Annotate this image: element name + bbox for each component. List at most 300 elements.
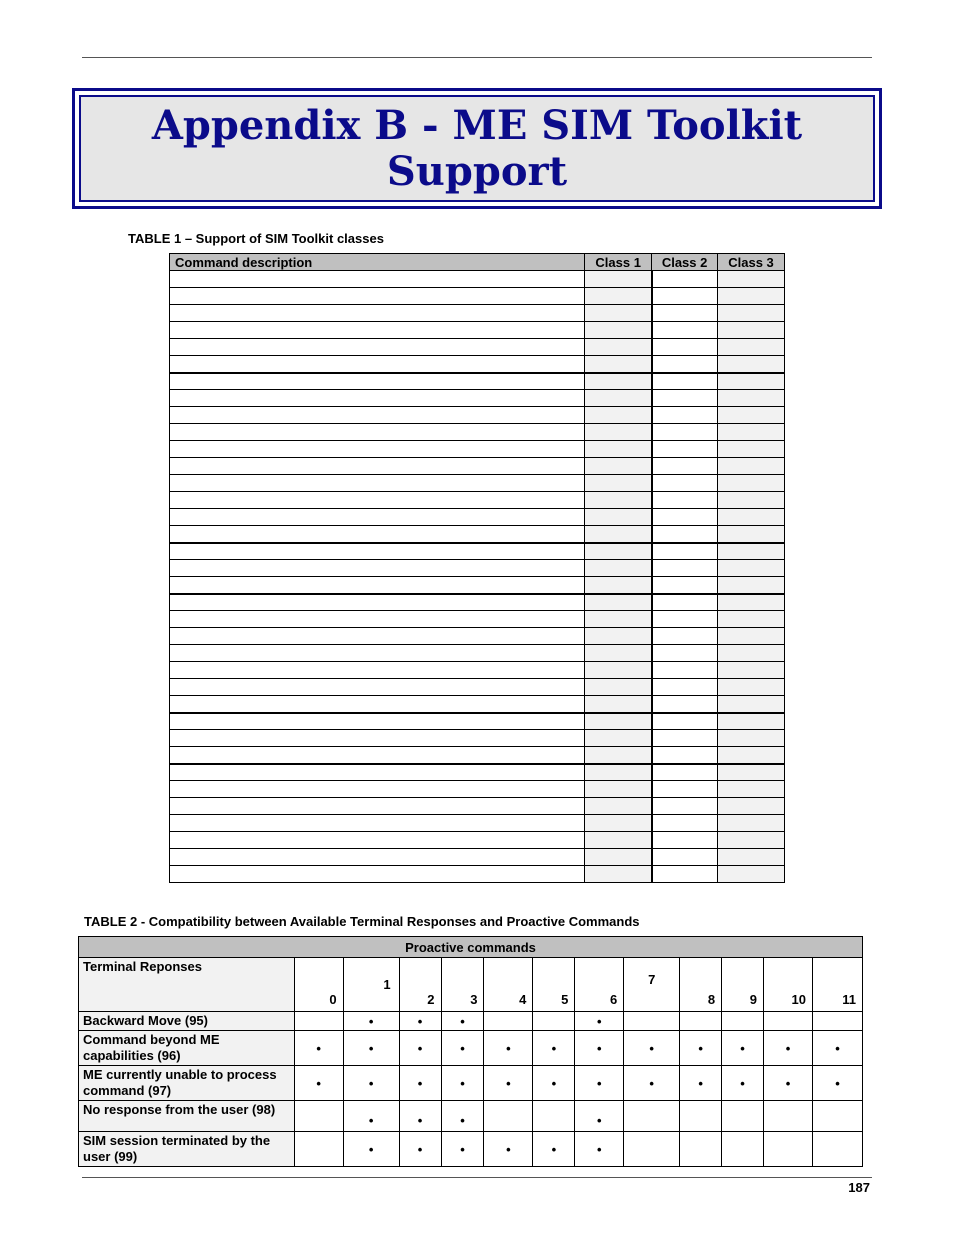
table1-cell-desc <box>170 866 585 883</box>
table1-cell-c3 <box>718 339 785 356</box>
compatibility-dot: • <box>551 1141 557 1157</box>
table1-cell-c2 <box>652 475 718 492</box>
compatibility-cell <box>624 1066 680 1101</box>
compatibility-cell <box>764 1101 813 1132</box>
table2-group-header-row <box>79 937 863 958</box>
table1-cell-desc <box>170 407 585 424</box>
table-row <box>170 798 785 815</box>
column-header-11: 11 <box>812 958 862 1012</box>
table1-cell-c1 <box>585 645 652 662</box>
compatibility-dot: • <box>506 1141 511 1157</box>
compatibility-cell <box>812 1066 862 1101</box>
compatibility-cell <box>722 1101 764 1132</box>
table-row <box>170 356 785 373</box>
table1-cell-desc <box>170 781 585 798</box>
table-row <box>79 1066 863 1101</box>
table1-header-class1: Class 1 <box>585 254 652 271</box>
table-row <box>79 1012 863 1031</box>
table1-cell-c1 <box>585 322 652 339</box>
table1-cell-c3 <box>718 815 785 832</box>
table-row <box>170 475 785 492</box>
table1-cell-c2 <box>652 747 718 764</box>
column-header-1: 1 <box>343 958 399 1012</box>
table1-cell-c3 <box>718 424 785 441</box>
table1-cell-desc <box>170 526 585 543</box>
compatibility-cell <box>722 1132 764 1167</box>
footer-rule <box>82 1177 872 1178</box>
table-row <box>170 713 785 730</box>
table-row <box>79 1132 863 1167</box>
compatibility-dot: • <box>740 1040 745 1056</box>
compatibility-dot: • <box>368 1040 374 1056</box>
table1-cell-c2 <box>652 288 718 305</box>
column-header-9: 9 <box>722 958 764 1012</box>
compatibility-dot: • <box>368 1013 374 1029</box>
table1-cell-desc <box>170 492 585 509</box>
table1-cell-desc <box>170 696 585 713</box>
column-header-2: 2 <box>399 958 441 1012</box>
table1-cell-c1 <box>585 713 652 730</box>
table-row <box>170 747 785 764</box>
compatibility-cell <box>294 1132 343 1167</box>
page-number: 187 <box>848 1180 870 1195</box>
compatibility-dot: • <box>460 1112 465 1128</box>
table1-cell-c1 <box>585 577 652 594</box>
table1-cell-c3 <box>718 543 785 560</box>
table1-cell-c1 <box>585 849 652 866</box>
table1-cell-c2 <box>652 526 718 543</box>
row-label: Command beyond ME capabilities (96) <box>79 1031 295 1066</box>
table1-cell-c3 <box>718 713 785 730</box>
compatibility-cell <box>624 1031 680 1066</box>
compatibility-dot: • <box>596 1013 602 1029</box>
compatibility-dot: • <box>551 1040 557 1056</box>
table1-cell-c2 <box>652 662 718 679</box>
compatibility-cell <box>441 1132 484 1167</box>
table1-cell-c2 <box>652 271 718 288</box>
table1-cell-c1 <box>585 271 652 288</box>
compatibility-cell <box>812 1012 862 1031</box>
table-row <box>170 781 785 798</box>
table1-cell-c1 <box>585 832 652 849</box>
table1-cell-desc <box>170 543 585 560</box>
compatibility-dot: • <box>417 1013 423 1029</box>
table-row <box>79 1101 863 1132</box>
table1-cell-c2 <box>652 798 718 815</box>
compatibility-cell <box>343 1132 399 1167</box>
compatibility-dot: • <box>596 1040 602 1056</box>
compatibility-dot: • <box>506 1075 511 1091</box>
table-row <box>170 492 785 509</box>
appendix-title: Appendix B - ME SIM Toolkit Support <box>151 101 803 195</box>
table1-cell-desc <box>170 730 585 747</box>
compatibility-cell <box>680 1031 722 1066</box>
table1-cell-c1 <box>585 866 652 883</box>
table1-cell-desc <box>170 288 585 305</box>
table1-cell-c3 <box>718 832 785 849</box>
table-row <box>170 560 785 577</box>
table-row <box>170 288 785 305</box>
header-rule <box>82 57 872 58</box>
column-header-7: 7 <box>624 958 680 1012</box>
compatibility-cell <box>722 1031 764 1066</box>
table-row <box>170 730 785 747</box>
table-row <box>170 645 785 662</box>
table1-cell-c3 <box>718 849 785 866</box>
table1-header-class3: Class 3 <box>718 254 785 271</box>
compatibility-cell <box>484 1132 533 1167</box>
table1-header-class2: Class 2 <box>652 254 718 271</box>
column-header-4: 4 <box>484 958 533 1012</box>
compatibility-cell <box>441 1066 484 1101</box>
table1-cell-c1 <box>585 798 652 815</box>
table1-cell-c3 <box>718 577 785 594</box>
table1-cell-c3 <box>718 322 785 339</box>
table1-cell-c3 <box>718 628 785 645</box>
table1-cell-c3 <box>718 475 785 492</box>
table1-cell-desc <box>170 747 585 764</box>
row-label: Backward Move (95) <box>79 1012 295 1031</box>
compatibility-cell <box>764 1066 813 1101</box>
compatibility-dot: • <box>368 1112 374 1128</box>
compatibility-cell <box>441 1031 484 1066</box>
table1-cell-c1 <box>585 764 652 781</box>
table1-cell-c1 <box>585 594 652 611</box>
table1-cell-c3 <box>718 288 785 305</box>
table1-cell-c2 <box>652 713 718 730</box>
compatibility-dot: • <box>596 1141 602 1157</box>
table1-cell-c1 <box>585 407 652 424</box>
compatibility-dot: • <box>551 1075 557 1091</box>
table1-cell-c2 <box>652 696 718 713</box>
table1-cell-desc <box>170 339 585 356</box>
compatibility-cell <box>533 1132 575 1167</box>
table1-cell-c3 <box>718 730 785 747</box>
compatibility-cell <box>343 1101 399 1132</box>
table1-cell-desc <box>170 271 585 288</box>
compatibility-dot: • <box>460 1040 465 1056</box>
compatibility-dot: • <box>649 1075 654 1091</box>
compatibility-cell <box>294 1101 343 1132</box>
table-row <box>170 441 785 458</box>
table1-cell-desc <box>170 424 585 441</box>
compatibility-cell <box>441 1012 484 1031</box>
table1-cell-c2 <box>652 509 718 526</box>
compatibility-dot: • <box>460 1013 465 1029</box>
compatibility-cell <box>624 1012 680 1031</box>
table1-cell-c2 <box>652 730 718 747</box>
table1-header-row <box>170 254 785 271</box>
table1-cell-c3 <box>718 798 785 815</box>
compatibility-dot: • <box>596 1112 602 1128</box>
table1-cell-c1 <box>585 730 652 747</box>
compatibility-cell <box>399 1132 441 1167</box>
compatibility-cell <box>533 1031 575 1066</box>
table1-cell-desc <box>170 390 585 407</box>
table1-cell-c2 <box>652 781 718 798</box>
table1-cell-c3 <box>718 679 785 696</box>
compatibility-dot: • <box>316 1040 321 1056</box>
table1-cell-c1 <box>585 441 652 458</box>
compatibility-cell <box>343 1012 399 1031</box>
table1-cell-c1 <box>585 356 652 373</box>
table-row <box>170 322 785 339</box>
compatibility-dot: • <box>368 1075 374 1091</box>
column-header-6: 6 <box>575 958 624 1012</box>
row-label: No response from the user (98) <box>79 1101 295 1132</box>
compatibility-cell <box>294 1066 343 1101</box>
table1-cell-c1 <box>585 305 652 322</box>
table1-cell-c2 <box>652 305 718 322</box>
compatibility-dot: • <box>649 1040 654 1056</box>
compatibility-dot: • <box>596 1075 602 1091</box>
table1-cell-c1 <box>585 458 652 475</box>
table1-cell-c1 <box>585 373 652 390</box>
compatibility-cell <box>399 1031 441 1066</box>
table1-cell-c2 <box>652 543 718 560</box>
table-row <box>170 305 785 322</box>
table-row <box>170 628 785 645</box>
table1-cell-c2 <box>652 832 718 849</box>
table1-cell-desc <box>170 322 585 339</box>
column-header-8: 8 <box>680 958 722 1012</box>
compatibility-cell <box>764 1031 813 1066</box>
table-row <box>170 577 785 594</box>
table1-cell-c3 <box>718 526 785 543</box>
table1-cell-desc <box>170 509 585 526</box>
table1-cell-c1 <box>585 747 652 764</box>
compatibility-dot: • <box>740 1075 745 1091</box>
table1-cell-c3 <box>718 747 785 764</box>
compatibility-cell <box>484 1031 533 1066</box>
table1-cell-c2 <box>652 441 718 458</box>
table1-cell-c2 <box>652 849 718 866</box>
compatibility-cell <box>812 1031 862 1066</box>
terminal-response-compatibility-table <box>78 936 863 1167</box>
table-row <box>170 509 785 526</box>
compatibility-cell <box>575 1132 624 1167</box>
compatibility-dot: • <box>368 1141 374 1157</box>
compatibility-cell <box>764 1132 813 1167</box>
compatibility-dot: • <box>417 1075 423 1091</box>
compatibility-cell <box>441 1101 484 1132</box>
compatibility-dot: • <box>460 1141 465 1157</box>
table1-cell-desc <box>170 373 585 390</box>
table2-caption: TABLE 2 - Compatibility between Available Terminal Responses and Proactive Commands <box>84 914 640 929</box>
table1-cell-c3 <box>718 509 785 526</box>
table1-cell-c2 <box>652 458 718 475</box>
compatibility-cell <box>575 1012 624 1031</box>
compatibility-cell <box>812 1132 862 1167</box>
table-row <box>170 271 785 288</box>
table1-cell-c3 <box>718 407 785 424</box>
table-row <box>170 390 785 407</box>
compatibility-cell <box>343 1031 399 1066</box>
table1-cell-c1 <box>585 475 652 492</box>
table1-cell-c2 <box>652 764 718 781</box>
table1-cell-c1 <box>585 560 652 577</box>
table1-cell-c2 <box>652 390 718 407</box>
table1-cell-desc <box>170 305 585 322</box>
table1-cell-c3 <box>718 356 785 373</box>
table1-cell-c2 <box>652 594 718 611</box>
compatibility-cell <box>624 1132 680 1167</box>
table1-cell-c2 <box>652 356 718 373</box>
table1-cell-desc <box>170 815 585 832</box>
table1-cell-c1 <box>585 611 652 628</box>
table1-cell-c1 <box>585 390 652 407</box>
table1-cell-c2 <box>652 679 718 696</box>
table1-cell-c2 <box>652 645 718 662</box>
table1-cell-desc <box>170 628 585 645</box>
table-row <box>170 424 785 441</box>
table1-cell-c1 <box>585 679 652 696</box>
compatibility-dot: • <box>460 1075 465 1091</box>
table1-cell-c1 <box>585 628 652 645</box>
compatibility-cell <box>399 1101 441 1132</box>
table1-cell-c2 <box>652 424 718 441</box>
compatibility-cell <box>533 1066 575 1101</box>
table2-column-header-row <box>79 958 863 1012</box>
compatibility-cell <box>484 1012 533 1031</box>
table1-body <box>170 271 785 883</box>
compatibility-cell <box>722 1066 764 1101</box>
compatibility-cell <box>575 1101 624 1132</box>
table1-cell-c1 <box>585 509 652 526</box>
table1-cell-c3 <box>718 611 785 628</box>
compatibility-cell <box>343 1066 399 1101</box>
table1-cell-c3 <box>718 271 785 288</box>
table1-cell-c2 <box>652 815 718 832</box>
row-label: SIM session terminated by the user (99) <box>79 1132 295 1167</box>
table1-cell-desc <box>170 662 585 679</box>
compatibility-cell <box>294 1012 343 1031</box>
table1-cell-c3 <box>718 696 785 713</box>
compatibility-cell <box>399 1012 441 1031</box>
table1-cell-desc <box>170 594 585 611</box>
compatibility-dot: • <box>698 1040 703 1056</box>
table1-cell-desc <box>170 849 585 866</box>
compatibility-cell <box>575 1066 624 1101</box>
table-row <box>79 1031 863 1066</box>
table1-cell-c1 <box>585 662 652 679</box>
column-header-10: 10 <box>764 958 813 1012</box>
compatibility-dot: • <box>698 1075 703 1091</box>
compatibility-cell <box>764 1012 813 1031</box>
table1-cell-c1 <box>585 492 652 509</box>
table-row <box>170 458 785 475</box>
table-row <box>170 679 785 696</box>
table1-header-command: Command description <box>170 254 585 271</box>
compatibility-dot: • <box>835 1040 840 1056</box>
table1-cell-c3 <box>718 866 785 883</box>
table1-cell-c3 <box>718 458 785 475</box>
table1-cell-desc <box>170 832 585 849</box>
table1-cell-desc <box>170 458 585 475</box>
table1-cell-c3 <box>718 373 785 390</box>
table-row <box>170 373 785 390</box>
appendix-title-box <box>72 88 882 209</box>
compatibility-cell <box>294 1031 343 1066</box>
table1-cell-c3 <box>718 560 785 577</box>
table-row <box>170 662 785 679</box>
table1-cell-desc <box>170 611 585 628</box>
compatibility-dot: • <box>417 1040 423 1056</box>
compatibility-dot: • <box>785 1075 791 1091</box>
compatibility-dot: • <box>417 1141 423 1157</box>
table1-cell-c1 <box>585 543 652 560</box>
table1-cell-c3 <box>718 305 785 322</box>
table-row <box>170 832 785 849</box>
compatibility-dot: • <box>835 1075 840 1091</box>
compatibility-cell <box>680 1012 722 1031</box>
table1-cell-c1 <box>585 815 652 832</box>
table-row <box>170 696 785 713</box>
table-row <box>170 407 785 424</box>
table1-cell-desc <box>170 764 585 781</box>
table-row <box>170 594 785 611</box>
table1-cell-desc <box>170 713 585 730</box>
table1-cell-c1 <box>585 781 652 798</box>
compatibility-cell <box>533 1101 575 1132</box>
table-row <box>170 866 785 883</box>
table1-cell-c2 <box>652 373 718 390</box>
table1-cell-c2 <box>652 407 718 424</box>
table1-cell-c1 <box>585 526 652 543</box>
table1-cell-c2 <box>652 628 718 645</box>
table1-cell-c1 <box>585 424 652 441</box>
table1-cell-c3 <box>718 764 785 781</box>
table1-cell-c2 <box>652 492 718 509</box>
table1-cell-desc <box>170 441 585 458</box>
compatibility-dot: • <box>785 1040 791 1056</box>
table1-cell-c1 <box>585 288 652 305</box>
table1-cell-c2 <box>652 560 718 577</box>
table1-cell-c3 <box>718 781 785 798</box>
sim-toolkit-classes-table <box>169 253 785 883</box>
compatibility-dot: • <box>506 1040 511 1056</box>
compatibility-cell <box>484 1101 533 1132</box>
proactive-commands-header: Proactive commands <box>79 937 863 958</box>
table1-cell-desc <box>170 577 585 594</box>
table1-cell-desc <box>170 356 585 373</box>
table1-cell-c2 <box>652 577 718 594</box>
table1-cell-c1 <box>585 696 652 713</box>
table-row <box>170 339 785 356</box>
table1-cell-c2 <box>652 611 718 628</box>
compatibility-cell <box>399 1066 441 1101</box>
compatibility-dot: • <box>417 1112 423 1128</box>
compatibility-cell <box>680 1066 722 1101</box>
compatibility-cell <box>484 1066 533 1101</box>
column-header-3: 3 <box>441 958 484 1012</box>
table-row <box>170 611 785 628</box>
table1-caption: TABLE 1 – Support of SIM Toolkit classes <box>128 231 384 246</box>
terminal-responses-header: Terminal Reponses <box>79 958 295 1012</box>
table1-cell-desc <box>170 798 585 815</box>
table-row <box>170 764 785 781</box>
table1-cell-c1 <box>585 339 652 356</box>
table1-cell-desc <box>170 475 585 492</box>
table-row <box>170 849 785 866</box>
compatibility-cell <box>533 1012 575 1031</box>
compatibility-cell <box>680 1132 722 1167</box>
table1-cell-c3 <box>718 492 785 509</box>
table1-cell-c3 <box>718 390 785 407</box>
table1-cell-c3 <box>718 441 785 458</box>
table1-cell-desc <box>170 645 585 662</box>
table1-cell-desc <box>170 560 585 577</box>
